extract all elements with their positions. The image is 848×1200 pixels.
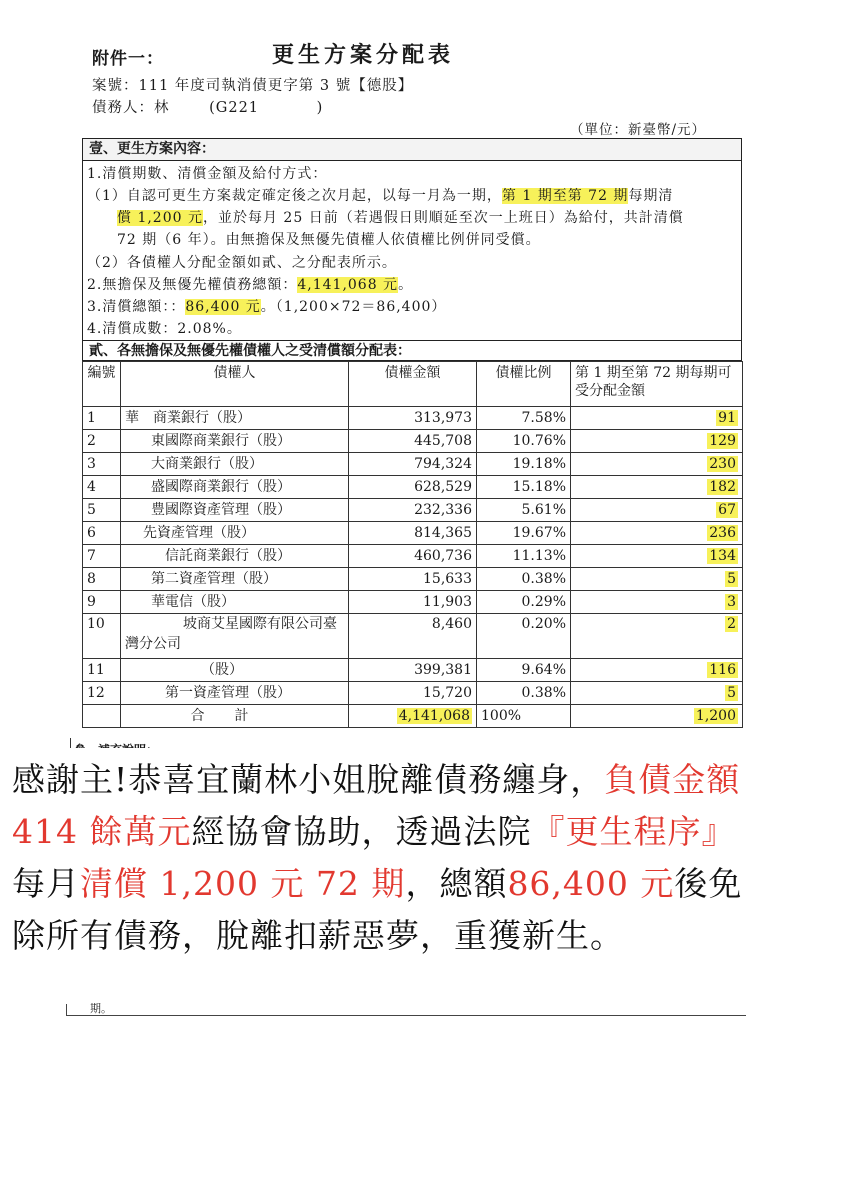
row-per-period <box>571 614 743 659</box>
testimonial-text <box>12 754 754 962</box>
row-per-period-value: 3 <box>727 594 736 610</box>
row-per-period-value: 182 <box>709 479 736 495</box>
debtor-id: (G221 <box>209 100 260 116</box>
table-row <box>83 476 743 499</box>
plan-line-1: 1.清償期數、清償金額及給付方式： <box>87 166 328 182</box>
col-header-ratio: 債權比例 <box>477 362 571 407</box>
debtor-label: 債務人：林 <box>92 100 170 116</box>
table-row <box>83 659 743 682</box>
plan-line-8: 4.清償成數：2.08%。 <box>87 321 242 337</box>
row-per-period <box>571 545 743 568</box>
testimonial-payment: 清償 1,200 元 72 期 <box>80 864 406 903</box>
row-per-period-value: 91 <box>718 410 736 426</box>
plan-line-5: （2）各債權人分配金額如貳、之分配表所示。 <box>87 255 397 271</box>
row-per-period <box>571 659 743 682</box>
table-row <box>83 545 743 568</box>
row-amount: 399,381 <box>349 659 477 682</box>
row-creditor: （股） <box>121 659 349 682</box>
row-per-period <box>571 522 743 545</box>
plan-line-3-highlight: 償 1,200 元 <box>117 210 203 226</box>
row-amount: 15,633 <box>349 568 477 591</box>
row-creditor: 華電信（股） <box>121 591 349 614</box>
total-per-period <box>571 705 743 728</box>
row-amount: 15,720 <box>349 682 477 705</box>
row-no: 6 <box>83 522 121 545</box>
row-creditor: 第一資產管理（股） <box>121 682 349 705</box>
row-creditor: 盛國際商業銀行（股） <box>121 476 349 499</box>
table-row <box>83 430 743 453</box>
row-amount: 313,973 <box>349 407 477 430</box>
table-row <box>83 499 743 522</box>
plan-line-7-post: 。（1,200×72＝86,400） <box>260 299 447 315</box>
row-ratio: 9.64% <box>477 659 571 682</box>
attachment-label: 附件一： <box>92 49 164 69</box>
row-ratio: 19.67% <box>477 522 571 545</box>
total-amount-value: 4,141,068 <box>398 708 470 724</box>
plan-line-6-highlight: 4,141,068 元 <box>297 277 399 293</box>
table-row <box>83 453 743 476</box>
plan-line-6 <box>87 274 413 294</box>
testimonial-part-3: 經協會協助，透過法院 <box>191 812 532 851</box>
row-per-period <box>571 591 743 614</box>
row-per-period <box>571 430 743 453</box>
col-header-creditor: 債權人 <box>121 362 349 407</box>
row-per-period <box>571 499 743 522</box>
table-row <box>83 568 743 591</box>
row-per-period-value: 2 <box>727 616 736 632</box>
row-creditor: 東國際商業銀行（股） <box>121 430 349 453</box>
row-ratio: 10.76% <box>477 430 571 453</box>
row-ratio: 0.29% <box>477 591 571 614</box>
total-per-period-value: 1,200 <box>695 708 736 724</box>
plan-line-7 <box>87 296 446 316</box>
row-ratio: 11.13% <box>477 545 571 568</box>
row-creditor: 先資產管理（股） <box>121 522 349 545</box>
page-title: 更生方案分配表 <box>272 42 455 68</box>
plan-line-4: 72 期（6 年）。由無擔保及無優先債權人依債權比例併同受償。 <box>117 232 541 248</box>
row-amount: 628,529 <box>349 476 477 499</box>
row-no: 10 <box>83 614 121 659</box>
row-amount: 11,903 <box>349 591 477 614</box>
plan-line-2-highlight: 第 1 期至第 72 期 <box>501 188 629 204</box>
row-no: 2 <box>83 430 121 453</box>
row-ratio: 0.20% <box>477 614 571 659</box>
row-per-period-value: 5 <box>727 571 736 587</box>
row-no: 5 <box>83 499 121 522</box>
section2-heading: 貳、各無擔保及無優先權債權人之受清償額分配表： <box>82 341 742 361</box>
plan-line-6-pre: 2.無擔保及無優先權債務總額： <box>87 277 298 293</box>
row-amount: 460,736 <box>349 545 477 568</box>
row-amount: 814,365 <box>349 522 477 545</box>
plan-line-7-pre: 3.清償總額：： <box>87 299 186 315</box>
testimonial-part-9: 後免除所有債務，脫離扣薪惡夢，重獲新生。 <box>12 864 743 955</box>
row-per-period <box>571 453 743 476</box>
row-creditor: 第二資產管理（股） <box>121 568 349 591</box>
row-creditor: 信託商業銀行（股） <box>121 545 349 568</box>
row-no: 8 <box>83 568 121 591</box>
row-ratio: 15.18% <box>477 476 571 499</box>
testimonial-part-1: 感謝主!恭喜宜蘭林小姐脫離債務纏身， <box>12 760 605 799</box>
table-header-row <box>83 362 743 407</box>
title-row <box>92 38 512 72</box>
total-label: 合計 <box>121 705 349 728</box>
row-amount: 232,336 <box>349 499 477 522</box>
row-per-period-value: 67 <box>718 502 736 518</box>
total-ratio: 100% <box>477 705 571 728</box>
testimonial-procedure: 『更生程序』 <box>531 812 736 851</box>
row-per-period <box>571 568 743 591</box>
table-row <box>83 614 743 659</box>
total-no <box>83 705 121 728</box>
row-no: 12 <box>83 682 121 705</box>
table-row <box>83 407 743 430</box>
row-no: 9 <box>83 591 121 614</box>
table-row <box>83 522 743 545</box>
col-header-per-period: 第 1 期至第 72 期每期可受分配金額 <box>571 362 743 407</box>
section1-heading: 壹、更生方案內容： <box>83 139 741 161</box>
row-ratio: 0.38% <box>477 568 571 591</box>
case-number: 案號：111 年度司執消債更字第 3 號【德股】 <box>92 78 414 94</box>
distribution-table-section <box>82 341 742 728</box>
distribution-table <box>82 361 743 728</box>
row-per-period-value: 236 <box>709 525 736 541</box>
row-no: 1 <box>83 407 121 430</box>
row-ratio: 19.18% <box>477 453 571 476</box>
plan-line-7-highlight: 86,400 元 <box>185 299 261 315</box>
row-ratio: 5.61% <box>477 499 571 522</box>
plan-line-3-post: ，並於每月 25 日前（若遇假日則順延至次一上班日）為給付，共計清償 <box>202 210 684 226</box>
section-plan-content <box>82 138 742 341</box>
row-no: 7 <box>83 545 121 568</box>
row-ratio: 0.38% <box>477 682 571 705</box>
row-creditor: 坡商艾星國際有限公司臺灣分公司 <box>121 614 349 659</box>
row-per-period-value: 129 <box>709 433 736 449</box>
tail-border-horizontal <box>66 1015 746 1016</box>
tail-text: 期。 <box>90 1002 112 1015</box>
plan-line-2-pre: （1）自認可更生方案裁定確定後之次月起，以每一月為一期， <box>87 188 502 204</box>
row-creditor: 華 商業銀行（股） <box>121 407 349 430</box>
debtor-id-close: ) <box>316 100 324 116</box>
testimonial-overlay <box>0 748 758 1006</box>
plan-line-6-post: 。 <box>398 277 414 293</box>
col-header-no: 編號 <box>83 362 121 407</box>
row-no: 11 <box>83 659 121 682</box>
row-amount: 794,324 <box>349 453 477 476</box>
plan-line-2 <box>87 185 673 205</box>
testimonial-part-7: ，總額 <box>405 864 508 903</box>
unit-label: （單位：新臺幣/元） <box>570 122 707 138</box>
table-row <box>83 591 743 614</box>
row-amount: 445,708 <box>349 430 477 453</box>
col-header-amount: 債權金額 <box>349 362 477 407</box>
row-no: 4 <box>83 476 121 499</box>
row-no: 3 <box>83 453 121 476</box>
row-per-period-value: 116 <box>709 662 736 678</box>
row-per-period-value: 230 <box>709 456 736 472</box>
row-per-period-value: 134 <box>709 548 736 564</box>
plan-line-2-post: 每期清 <box>628 188 674 204</box>
row-creditor: 豊國際資產管理（股） <box>121 499 349 522</box>
row-per-period <box>571 476 743 499</box>
row-per-period <box>571 407 743 430</box>
testimonial-total: 86,400 元 <box>507 864 675 903</box>
row-per-period-value: 5 <box>727 685 736 701</box>
table-total-row <box>83 705 743 728</box>
total-amount <box>349 705 477 728</box>
testimonial-part-5: 每月 <box>12 864 80 903</box>
row-ratio: 7.58% <box>477 407 571 430</box>
row-creditor: 大商業銀行（股） <box>121 453 349 476</box>
row-amount: 8,460 <box>349 614 477 659</box>
debtor-info <box>92 96 323 117</box>
plan-line-3 <box>117 207 684 227</box>
table-row <box>83 682 743 705</box>
testimonial-debt-amount: 負債金額 414 餘萬元 <box>12 760 741 851</box>
row-per-period <box>571 682 743 705</box>
